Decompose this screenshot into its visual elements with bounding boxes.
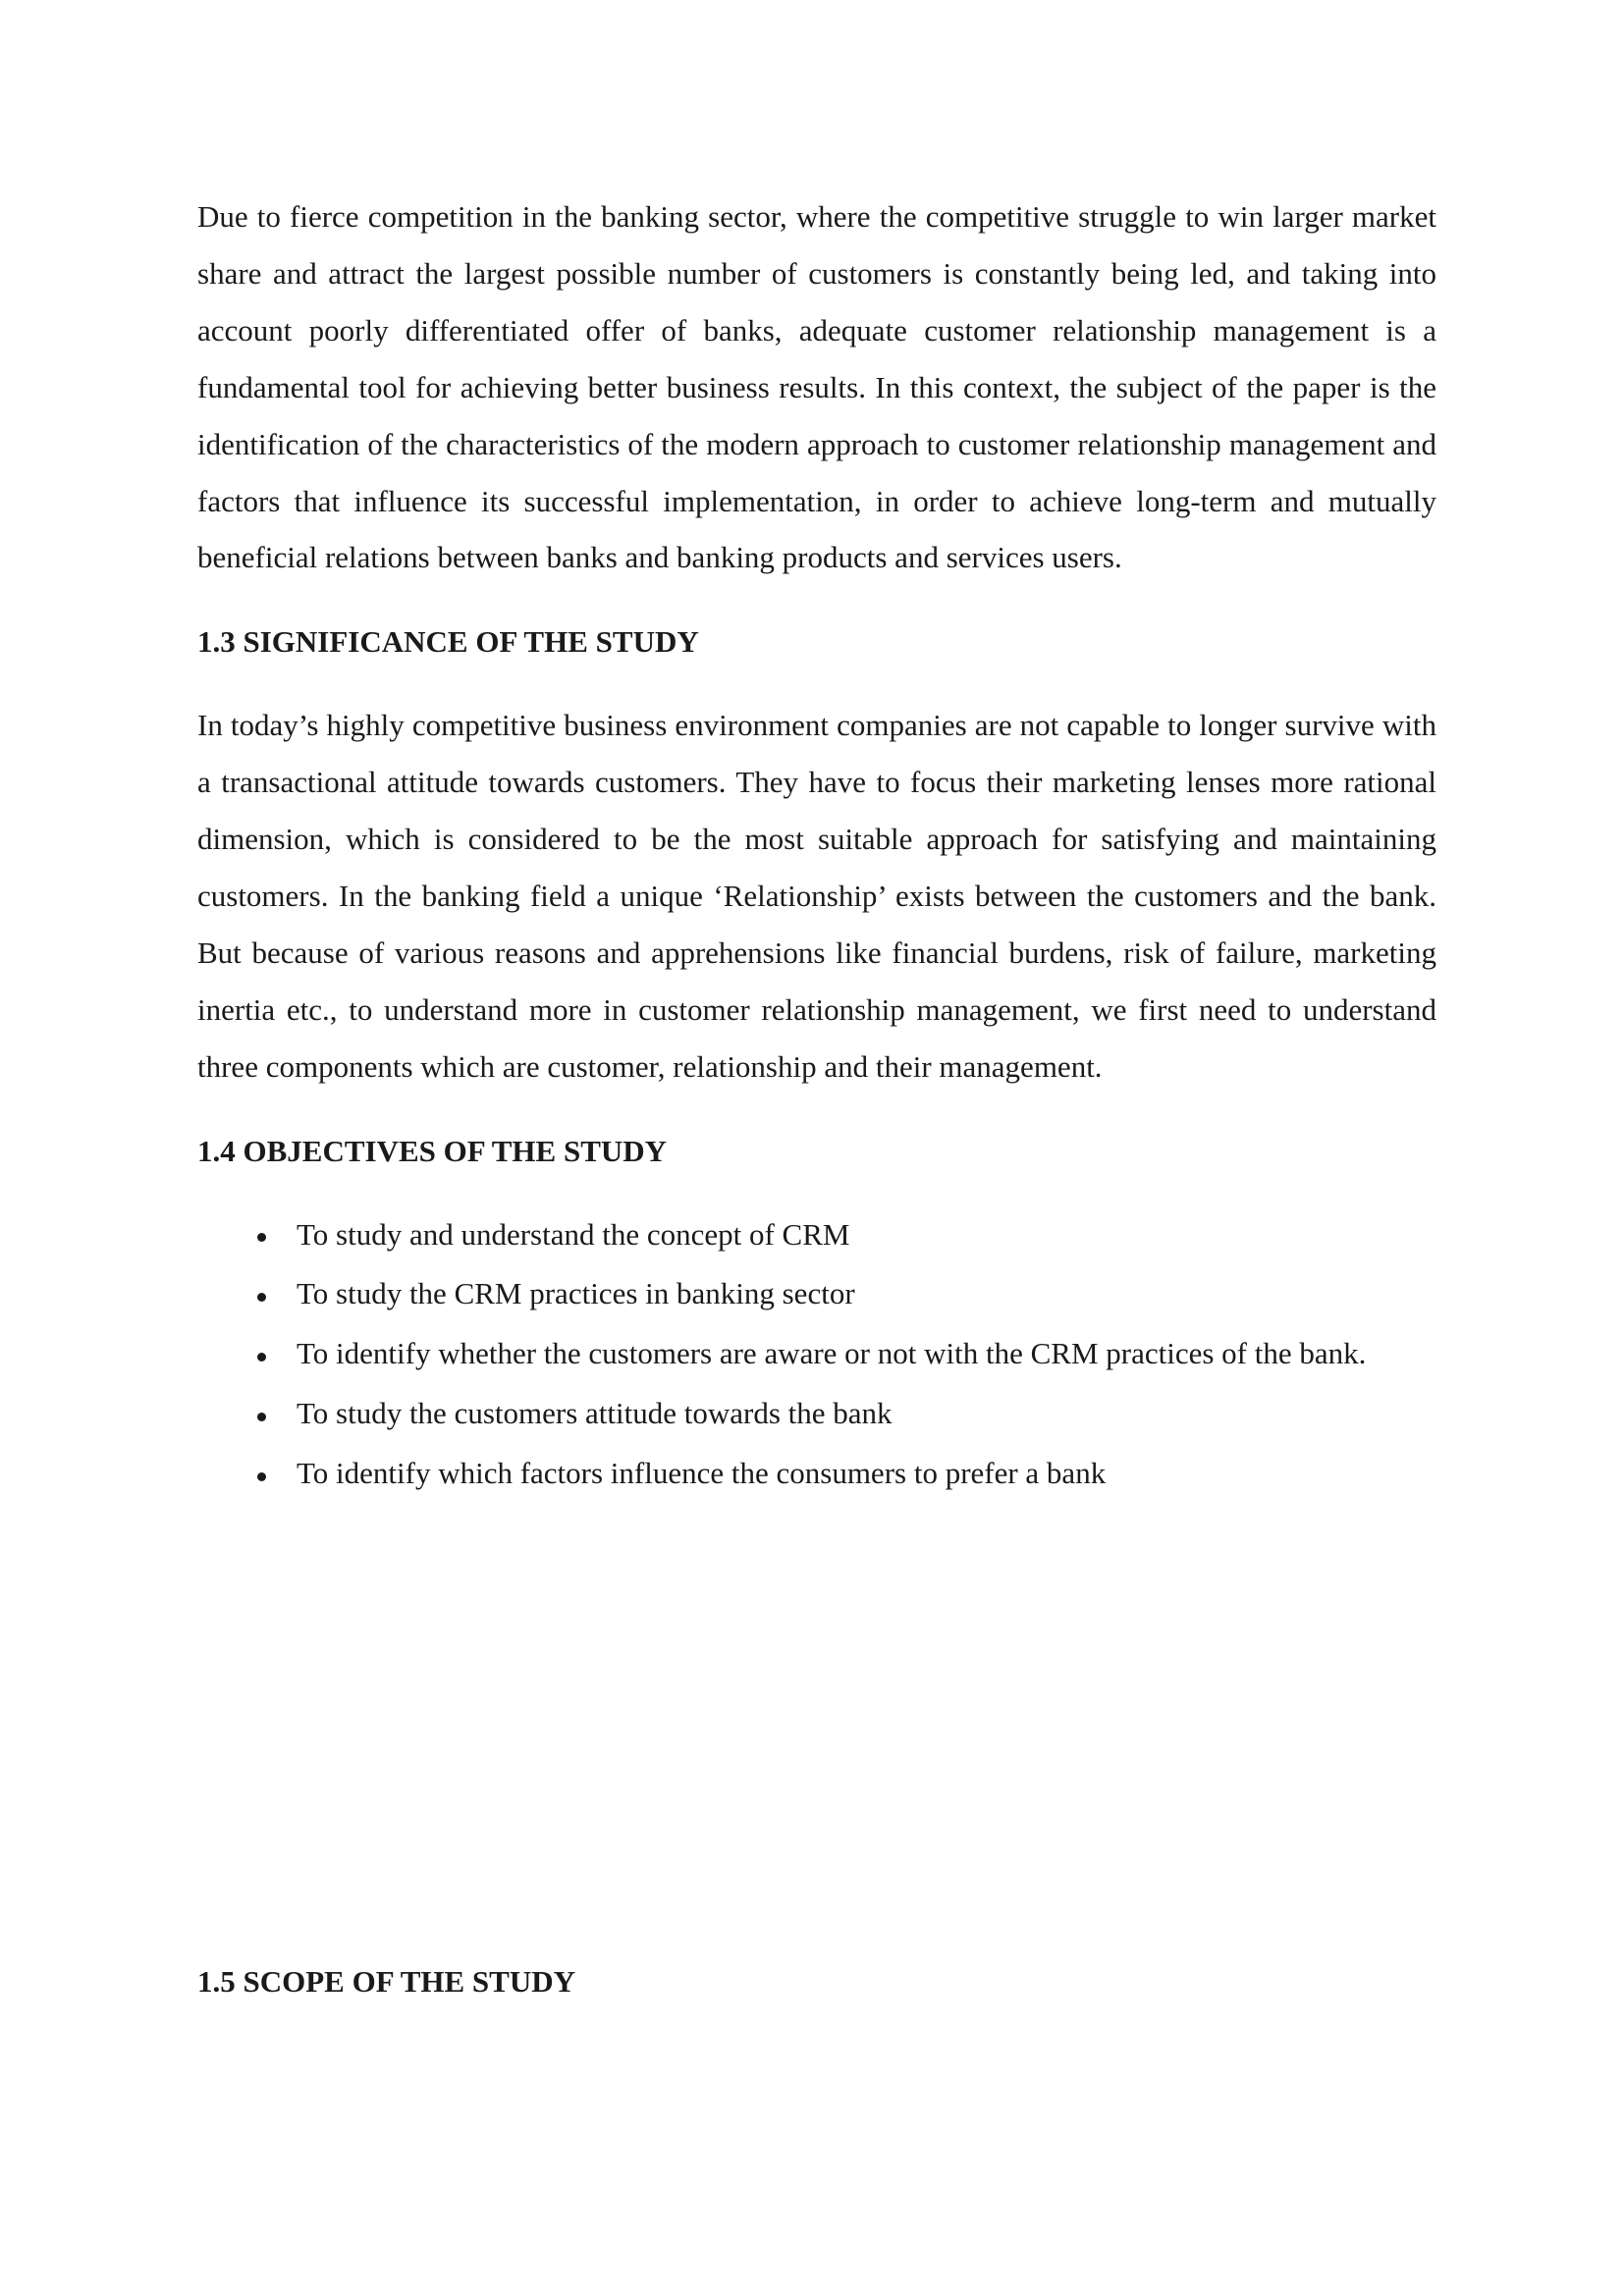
intro-paragraph: Due to fierce competition in the banking sector, where the competitive struggle to win larger market share and attract the largest possible number of customers is constantly being led, and taking into account poorly differentiated offer of banks, adequate customer relationship management is a fundamental tool for achieving better business results. In this context, the subject of the paper is the identification of the characteristics of the modern approach to customer relationship management and factors that influence its successful implementation, in order to achieve long-term and mutually beneficial relations between banks and banking products and services users. <box>197 199 1436 575</box>
significance-paragraph: In today’s highly competitive business environment companies are not capable to longer survive with a transactional attitude towards customers. They have to focus their marketing lenses more rational dimension, which is considered to be the most suitable approach for satisfying and maintaining customers. In the banking field a unique ‘Relationship’ exists between the customers and the bank. But because of various reasons and apprehensions like financial burdens, risk of failure, marketing inertia etc., to understand more in customer relationship management, we first need to understand three components which are customer, relationship and their management. <box>197 708 1436 1084</box>
page-content <box>197 188 1436 1505</box>
objectives-heading: 1.4 OBJECTIVES OF THE STUDY <box>197 1133 668 1168</box>
list-item <box>197 1445 1436 1502</box>
list-item <box>197 1265 1436 1322</box>
list-item <box>197 1206 1436 1263</box>
bullet-icon <box>251 1265 271 1322</box>
list-item <box>197 1385 1436 1442</box>
objective-text: To identify whether the customers are aware or not with the CRM practices of the bank. <box>297 1336 1367 1371</box>
bullet-icon <box>251 1445 271 1502</box>
objective-text: To study the customers attitude towards the bank <box>297 1396 893 1431</box>
bullet-icon <box>251 1206 271 1263</box>
objective-text: To identify which factors influence the consumers to prefer a bank <box>297 1456 1107 1491</box>
significance-heading <box>197 614 1436 670</box>
bullet-icon <box>251 1325 271 1382</box>
significance-heading-number: 1.3 <box>197 624 244 660</box>
objectives-list <box>197 1206 1436 1503</box>
significance-heading-title: SIGNIFICANCE OF THE STUDY <box>243 624 699 660</box>
bullet-icon <box>251 1385 271 1442</box>
scope-heading: 1.5 SCOPE OF THE STUDY <box>197 1964 575 1999</box>
objective-text: To study the CRM practices in banking sector <box>297 1276 855 1311</box>
objective-text: To study and understand the concept of CRM <box>297 1216 850 1252</box>
list-item <box>197 1325 1436 1382</box>
